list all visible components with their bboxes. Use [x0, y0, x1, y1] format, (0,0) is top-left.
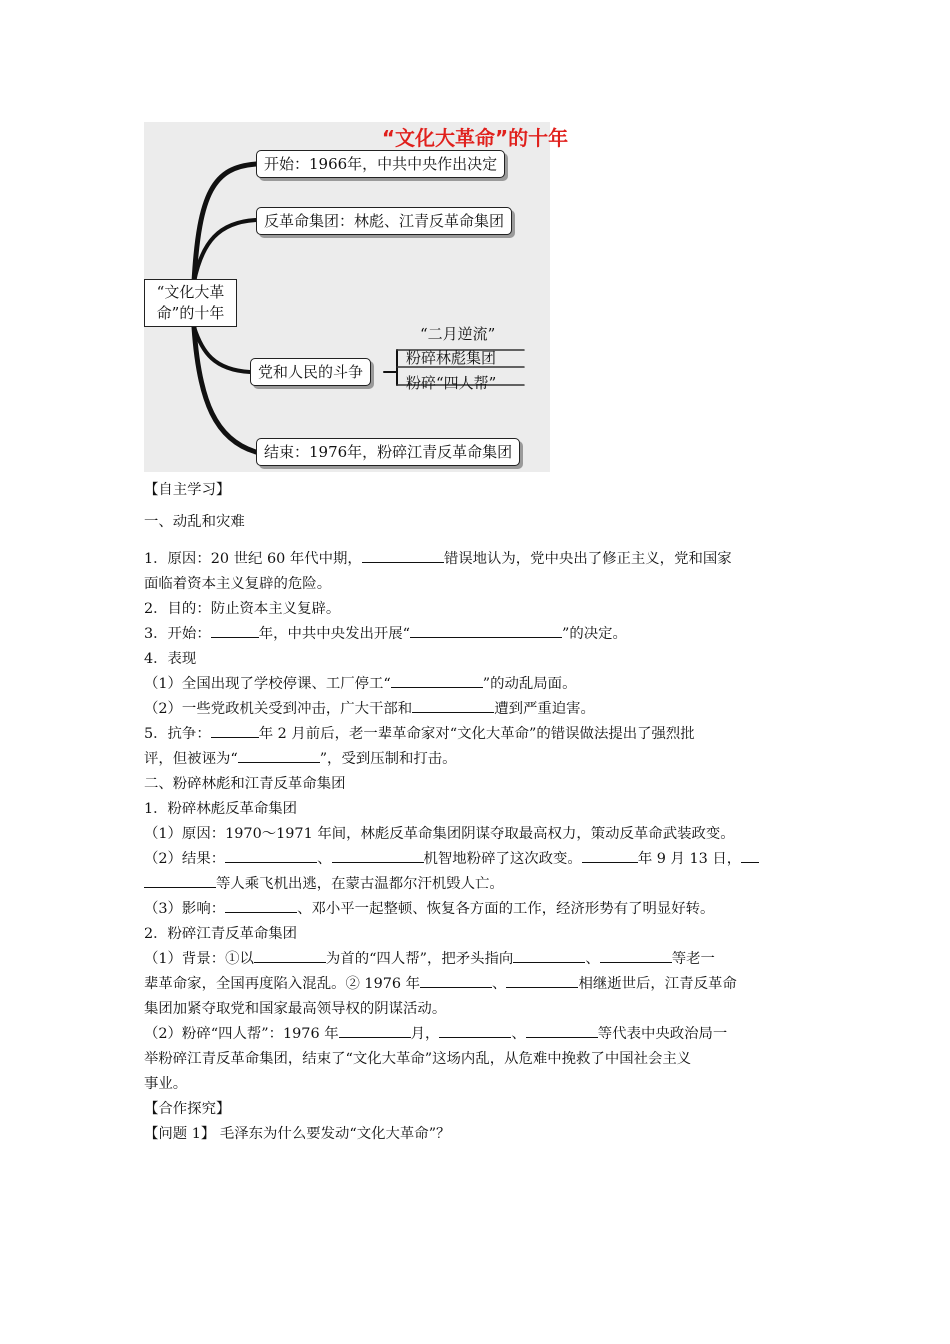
text-line	[144, 822, 735, 843]
text-segment: 集团加紧夺取党和国家最高领导权的阴谋活动。	[144, 1001, 447, 1017]
text-segment: 面临着资本主义复辟的危险。	[144, 576, 332, 592]
text-line	[144, 922, 297, 943]
text-segment: 相继逝世后，江青反革命	[578, 976, 737, 993]
text-segment: 二、粉碎林彪和江青反革命集团	[144, 776, 346, 792]
branch-start: 开始：1966年，中共中央作出决定	[256, 150, 505, 178]
branch-groups: 反革命集团：林彪、江青反革命集团	[256, 207, 512, 235]
text-segment: （3）影响：	[144, 901, 226, 918]
text-segment: （2）一些党政机关受到冲击，广大干部和	[144, 701, 413, 718]
answer-blank[interactable]	[238, 747, 320, 763]
page-title: “文化大革命”的十年	[381, 126, 569, 150]
text-line	[144, 947, 715, 968]
text-segment: 5．抗争：	[144, 726, 211, 743]
branch-end: 结束：1976年，粉碎江青反革命集团	[256, 438, 520, 466]
answer-blank[interactable]	[526, 1022, 598, 1038]
text-line	[144, 1097, 230, 1118]
text-segment: 年 9 月 13 日，	[637, 851, 742, 868]
text-line	[144, 478, 230, 499]
answer-blank[interactable]	[410, 622, 562, 638]
text-segment: 机智地粉碎了这次政变。	[423, 851, 582, 868]
text-segment: 1．粉碎林彪反革命集团	[144, 801, 298, 817]
text-segment: （1）全国出现了学校停课、工厂停工“	[144, 676, 391, 693]
text-line	[144, 1047, 691, 1068]
text-line	[144, 672, 576, 693]
answer-blank[interactable]	[391, 672, 483, 688]
answer-blank[interactable]	[211, 622, 259, 638]
answer-blank[interactable]	[741, 847, 759, 863]
text-segment: 、	[317, 851, 332, 868]
text-segment: 【问题 1】 毛泽东为什么要发动“文化大革命”？	[144, 1126, 451, 1142]
root-line-1: “文化大革	[156, 283, 225, 301]
text-segment: ”的动乱局面。	[482, 676, 577, 693]
text-line	[144, 572, 331, 593]
text-segment: 为首的“四人帮”，把矛头指向	[325, 951, 514, 968]
branch-struggle: 党和人民的斗争	[250, 358, 371, 386]
answer-blank[interactable]	[362, 547, 444, 563]
text-segment: 评，但被诬为“	[144, 751, 238, 768]
struggle-sub-3: 粉碎“四人帮”	[406, 374, 497, 392]
text-line	[144, 647, 196, 668]
struggle-sub-1: “二月逆流”	[420, 325, 496, 343]
text-segment: 遭到严重迫害。	[494, 701, 595, 718]
text-segment: （1）原因：1970～1971 年间，林彪反革命集团阴谋夺取最高权力，策动反革命武装政变。	[144, 826, 735, 842]
text-line	[144, 722, 695, 743]
answer-blank[interactable]	[439, 1022, 511, 1038]
text-segment: 错误地认为，党中央出了修正主义，党和国家	[443, 551, 732, 568]
text-line	[144, 597, 340, 618]
text-segment: （2）结果：	[144, 851, 226, 868]
answer-blank[interactable]	[225, 897, 297, 913]
text-line	[144, 847, 759, 868]
text-segment: ”，受到压制和打击。	[319, 751, 457, 768]
text-segment: 、	[492, 976, 507, 993]
text-line	[144, 872, 504, 893]
diagram-root	[144, 279, 237, 327]
text-segment: ”的决定。	[561, 626, 627, 643]
text-line	[144, 510, 245, 531]
text-segment: 辈革命家，全国再度陷入混乱。② 1976 年	[144, 976, 421, 993]
text-segment: 月，	[410, 1026, 440, 1043]
answer-blank[interactable]	[144, 872, 216, 888]
text-segment: 年，中共中央发出开展“	[258, 626, 410, 643]
mind-map-diagram	[144, 122, 550, 472]
text-line	[144, 547, 732, 568]
root-line-2: 命”的十年	[156, 304, 225, 322]
text-segment: 事业。	[144, 1076, 188, 1092]
text-line	[144, 997, 446, 1018]
text-line	[144, 747, 457, 768]
text-segment: （2）粉碎“四人帮”：1976 年	[144, 1026, 339, 1043]
text-segment: 一、动乱和灾难	[144, 514, 245, 530]
text-segment: 2．粉碎江青反革命集团	[144, 926, 298, 942]
text-line	[144, 697, 595, 718]
text-line	[144, 622, 627, 643]
text-line	[144, 1072, 187, 1093]
answer-blank[interactable]	[211, 722, 259, 738]
answer-blank[interactable]	[420, 972, 492, 988]
answer-blank[interactable]	[332, 847, 424, 863]
text-segment: 等人乘飞机出逃，在蒙古温都尔汗机毁人亡。	[216, 876, 504, 893]
answer-blank[interactable]	[225, 847, 317, 863]
text-line	[144, 1022, 727, 1043]
answer-blank[interactable]	[513, 947, 585, 963]
text-segment: 【自主学习】	[144, 482, 231, 498]
answer-blank[interactable]	[254, 947, 326, 963]
text-segment: （1）背景：①以	[144, 951, 254, 968]
text-segment: 【合作探究】	[144, 1101, 231, 1117]
text-segment: 、邓小平一起整顿、恢复各方面的工作，经济形势有了明显好转。	[297, 901, 715, 918]
text-segment: 1．原因：20 世纪 60 年代中期，	[144, 551, 362, 568]
text-line	[144, 897, 714, 918]
struggle-sub-2: 粉碎林彪集团	[406, 349, 497, 367]
text-segment: 、	[585, 951, 600, 968]
text-segment: 、	[511, 1026, 526, 1043]
answer-blank[interactable]	[412, 697, 494, 713]
text-segment: 等代表中央政治局一	[597, 1026, 728, 1043]
text-segment: 举粉碎江青反革命集团，结束了“文化大革命”这场内乱，从危难中挽救了中国社会主义	[144, 1051, 692, 1067]
text-segment: 等老一	[671, 951, 715, 968]
text-segment: 3．开始：	[144, 626, 211, 643]
answer-blank[interactable]	[582, 847, 638, 863]
text-line	[144, 797, 297, 818]
text-segment: 年 2 月前后，老一辈革命家对“文化大革命”的错误做法提出了强烈批	[258, 726, 695, 743]
text-segment: 2．目的：防止资本主义复辟。	[144, 601, 341, 617]
text-line	[144, 1122, 450, 1143]
text-line	[144, 972, 737, 993]
answer-blank[interactable]	[339, 1022, 411, 1038]
answer-blank[interactable]	[600, 947, 672, 963]
text-line	[144, 772, 345, 793]
text-segment: 4．表现	[144, 651, 197, 667]
answer-blank[interactable]	[506, 972, 578, 988]
